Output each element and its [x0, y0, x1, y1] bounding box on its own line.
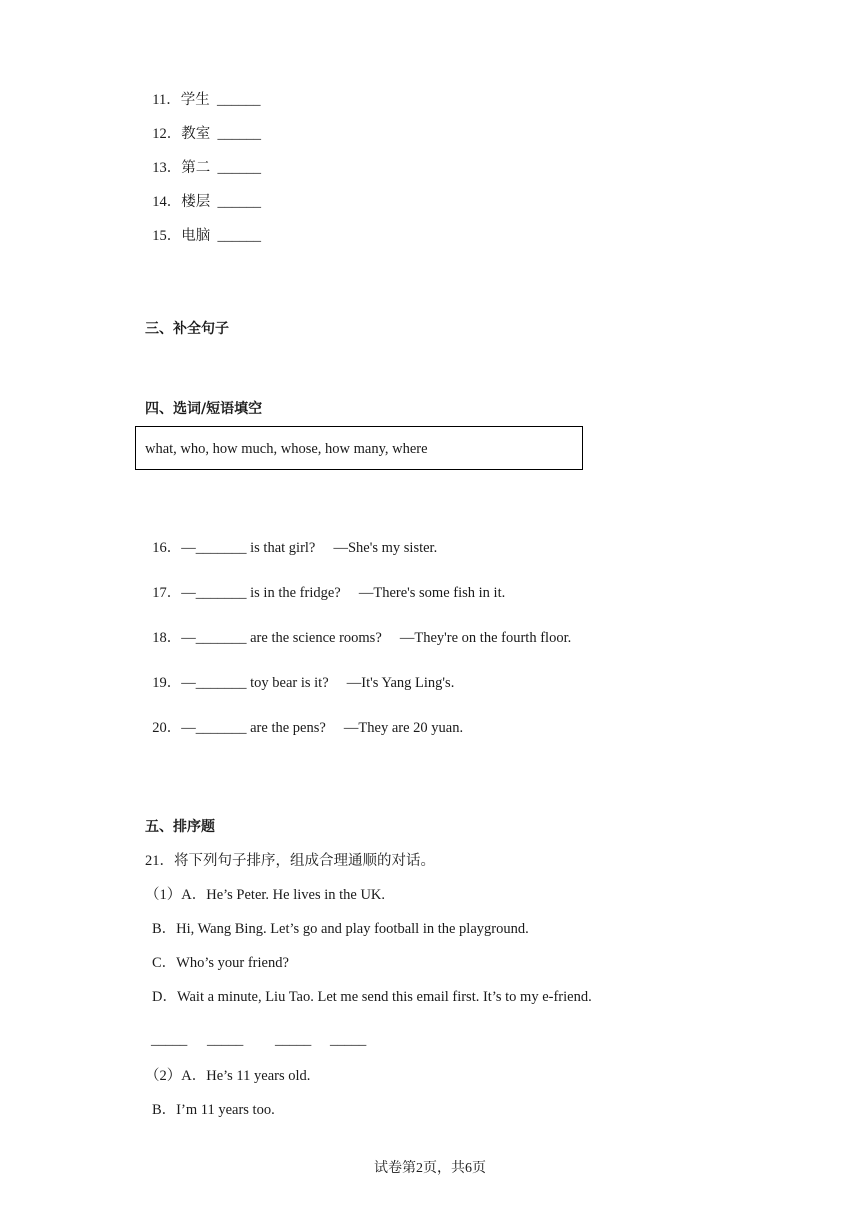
vocab-item — [145, 141, 261, 177]
option-line: B．Hi, Wang Bing. Let’s go and play football in the playground. — [152, 921, 529, 937]
question-18 — [145, 611, 571, 647]
vocab-item — [145, 209, 261, 245]
item-number: 14． — [152, 194, 182, 210]
vocab-word: 教室 — [181, 126, 211, 142]
option-line: D．Wait a minute, Liu Tao. Let me send this email first. It’s to my e-friend. — [152, 989, 592, 1005]
answer-blank: _____ — [275, 1032, 312, 1048]
answer-blank: ______ — [217, 194, 261, 210]
answer-blank: ______ — [216, 92, 261, 108]
item-number: 18． — [152, 630, 182, 646]
section-5-title: 五、排序题 — [145, 819, 215, 835]
vocab-word: 电脑 — [181, 228, 211, 244]
option-line: B．I’m 11 years too. — [152, 1102, 275, 1118]
question-text: —_______ is that girl? —She's my sister. — [181, 540, 438, 556]
vocab-item — [145, 107, 261, 143]
word-bank-box — [135, 426, 583, 470]
question-text: —_______ is in the fridge? —There's some fish in it. — [181, 585, 506, 601]
vocab-item — [145, 175, 261, 211]
question-text: —_______ toy bear is it? —It's Yang Ling's. — [181, 675, 455, 691]
item-number: 16． — [152, 540, 182, 556]
section-3-title: 三、补全句子 — [145, 321, 229, 337]
item-number: 20． — [152, 720, 182, 736]
item-number: 12． — [152, 126, 182, 142]
vocab-word: 楼层 — [181, 194, 211, 210]
answer-blank: ______ — [217, 126, 261, 142]
question-16 — [145, 521, 437, 557]
option-line: （1）A．He’s Peter. He lives in the UK. — [145, 887, 386, 903]
question-text: —_______ are the science rooms? —They're on the fourth floor. — [181, 630, 572, 646]
question-20 — [145, 701, 463, 737]
answer-blank: ______ — [217, 228, 261, 244]
item-number: 15． — [152, 228, 182, 244]
question-17 — [145, 566, 505, 602]
item-number: 13． — [152, 160, 182, 176]
answer-blank: _____ — [151, 1032, 188, 1048]
item-number: 19． — [152, 675, 182, 691]
answer-blank: ______ — [217, 160, 261, 176]
option-line: C．Who’s your friend? — [152, 955, 289, 971]
item-number: 11． — [152, 92, 181, 108]
answer-blank: _____ — [330, 1032, 367, 1048]
option-line: （2）A．He’s 11 years old. — [145, 1068, 311, 1084]
page-footer: 试卷第2页，共6页 — [374, 1161, 486, 1176]
section-4-title: 四、选词/短语填空 — [145, 401, 263, 417]
word-bank-text: what, who, how much, whose, how many, where — [145, 441, 428, 457]
vocab-word: 第二 — [181, 160, 211, 176]
question-19 — [145, 656, 454, 692]
vocab-item — [145, 73, 260, 109]
question-text: —_______ are the pens? —They are 20 yuan. — [181, 720, 464, 736]
vocab-word: 学生 — [180, 92, 210, 108]
question-21-prompt: 21．将下列句子排序，组成合理通顺的对话。 — [145, 853, 435, 869]
answer-blank: _____ — [207, 1032, 244, 1048]
item-number: 17． — [152, 585, 182, 601]
